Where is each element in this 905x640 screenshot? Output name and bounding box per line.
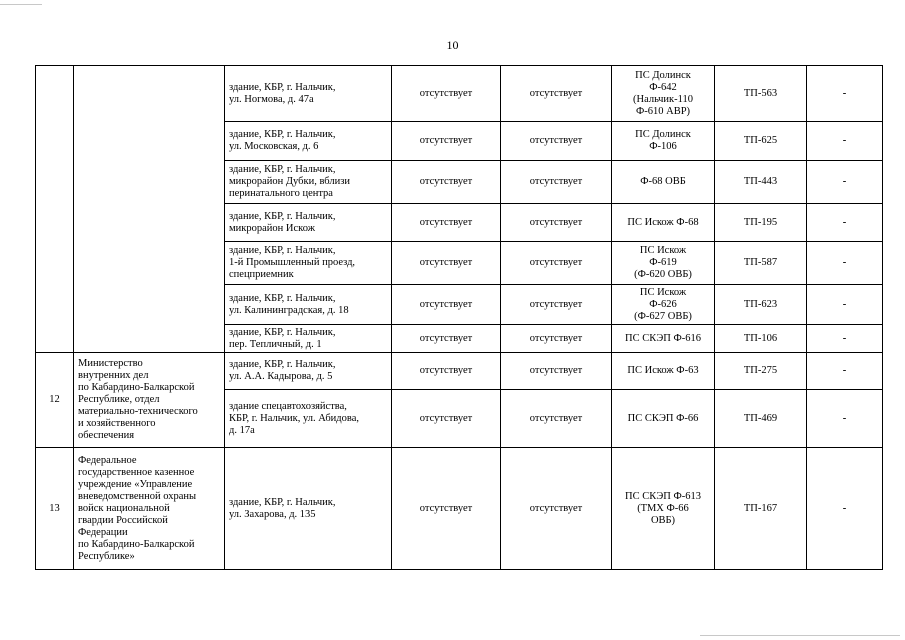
col5-cell: отсутствует xyxy=(501,204,612,242)
dash-cell: - xyxy=(807,390,883,448)
col4-cell: отсутствует xyxy=(392,390,501,448)
address-cell: здание, КБР, г. Нальчик, ул. Захарова, д. 135 xyxy=(225,448,392,570)
tp-cell: ТП-469 xyxy=(715,390,807,448)
address-cell: здание, КБР, г. Нальчик, ул. А.А. Кадырова, д. 5 xyxy=(225,353,392,390)
dash-cell: - xyxy=(807,66,883,122)
address-cell: здание, КБР, г. Нальчик, 1-й Промышленный проезд, спецприемник xyxy=(225,242,392,285)
dash-cell: - xyxy=(807,353,883,390)
address-cell: здание, КБР, г. Нальчик, ул. Московская, д. 6 xyxy=(225,122,392,161)
tp-cell: ТП-275 xyxy=(715,353,807,390)
substation-cell: ПС СКЭП Ф-66 xyxy=(612,390,715,448)
table-row xyxy=(36,448,883,570)
dash-cell: - xyxy=(807,204,883,242)
register-table xyxy=(35,65,883,570)
col5-cell: отсутствует xyxy=(501,353,612,390)
col4-cell: отсутствует xyxy=(392,285,501,325)
col4-cell: отсутствует xyxy=(392,66,501,122)
table-row xyxy=(36,353,883,390)
col5-cell: отсутствует xyxy=(501,161,612,204)
substation-cell: ПС Долинск Ф-642 (Нальчик-110 Ф-610 АВР) xyxy=(612,66,715,122)
table-row xyxy=(36,66,883,122)
address-cell: здание, КБР, г. Нальчик, ул. Калининградская, д. 18 xyxy=(225,285,392,325)
address-cell: здание, КБР, г. Нальчик, пер. Тепличный, д. 1 xyxy=(225,325,392,353)
col4-cell: отсутствует xyxy=(392,242,501,285)
col4-cell: отсутствует xyxy=(392,448,501,570)
col5-cell: отсутствует xyxy=(501,325,612,353)
substation-cell: ПС Долинск Ф-106 xyxy=(612,122,715,161)
address-cell: здание, КБР, г. Нальчик, микрорайон Дубки, вблизи перинатального центра xyxy=(225,161,392,204)
organization-cell: Министерство внутренних дел по Кабардино-Балкарской Республике, отдел материально-технического и хозяйственного обеспечения xyxy=(74,353,225,448)
address-cell: здание, КБР, г. Нальчик, ул. Ногмова, д. 47а xyxy=(225,66,392,122)
number-cell: 13 xyxy=(36,448,74,570)
address-cell: здание, КБР, г. Нальчик, микрорайон Искож xyxy=(225,204,392,242)
organization-cell: Федеральное государственное казенное учреждение «Управление вневедомственной охраны войск национальной гвардии Российской Федерации по Кабардино-Балкарской Республике» xyxy=(74,448,225,570)
substation-cell: ПС СКЭП Ф-616 xyxy=(612,325,715,353)
col5-cell: отсутствует xyxy=(501,66,612,122)
substation-cell: ПС Искож Ф-63 xyxy=(612,353,715,390)
col4-cell: отсутствует xyxy=(392,122,501,161)
tp-cell: ТП-443 xyxy=(715,161,807,204)
dash-cell: - xyxy=(807,161,883,204)
tp-cell: ТП-625 xyxy=(715,122,807,161)
col5-cell: отсутствует xyxy=(501,242,612,285)
scan-artifact-bottom-right xyxy=(700,635,900,636)
dash-cell: - xyxy=(807,122,883,161)
scan-artifact-top-left xyxy=(0,4,42,5)
tp-cell: ТП-167 xyxy=(715,448,807,570)
tp-cell: ТП-106 xyxy=(715,325,807,353)
number-cell: 12 xyxy=(36,353,74,448)
tp-cell: ТП-195 xyxy=(715,204,807,242)
tp-cell: ТП-587 xyxy=(715,242,807,285)
substation-cell: ПС Искож Ф-626 (Ф-627 ОВБ) xyxy=(612,285,715,325)
dash-cell: - xyxy=(807,285,883,325)
organization-cell-continued xyxy=(74,66,225,353)
col5-cell: отсутствует xyxy=(501,390,612,448)
col4-cell: отсутствует xyxy=(392,353,501,390)
tp-cell: ТП-623 xyxy=(715,285,807,325)
address-cell: здание спецавтохозяйства, КБР, г. Нальчик, ул. Абидова, д. 17а xyxy=(225,390,392,448)
substation-cell: ПС Искож Ф-68 xyxy=(612,204,715,242)
dash-cell: - xyxy=(807,448,883,570)
number-cell-continued xyxy=(36,66,74,353)
col4-cell: отсутствует xyxy=(392,161,501,204)
col5-cell: отсутствует xyxy=(501,285,612,325)
dash-cell: - xyxy=(807,242,883,285)
tp-cell: ТП-563 xyxy=(715,66,807,122)
dash-cell: - xyxy=(807,325,883,353)
col4-cell: отсутствует xyxy=(392,204,501,242)
col5-cell: отсутствует xyxy=(501,448,612,570)
col4-cell: отсутствует xyxy=(392,325,501,353)
substation-cell: Ф-68 ОВБ xyxy=(612,161,715,204)
substation-cell: ПС СКЭП Ф-613 (ТМХ Ф-66 ОВБ) xyxy=(612,448,715,570)
col5-cell: отсутствует xyxy=(501,122,612,161)
substation-cell: ПС Искож Ф-619 (Ф-620 ОВБ) xyxy=(612,242,715,285)
page-number: 10 xyxy=(446,38,459,52)
